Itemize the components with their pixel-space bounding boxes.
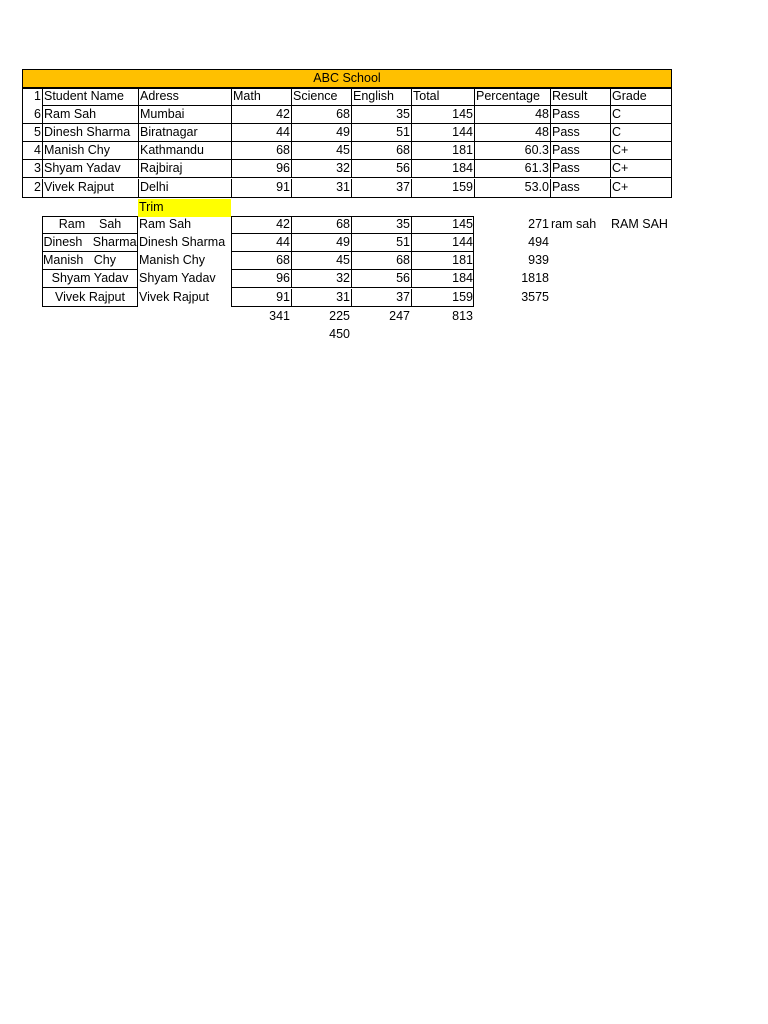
trim-science[interactable]: 45	[291, 252, 351, 270]
trim-science[interactable]: 49	[291, 234, 351, 252]
trim-label[interactable]: Trim	[138, 199, 231, 217]
science-score[interactable]: 68	[291, 106, 351, 124]
trimmed-name[interactable]: Dinesh Sharma	[139, 235, 226, 249]
english-score[interactable]: 56	[351, 160, 411, 178]
result[interactable]: Pass	[550, 142, 610, 160]
trim-math[interactable]: 44	[231, 234, 291, 252]
student-address[interactable]: Delhi	[138, 179, 231, 197]
row-index[interactable]: 2	[34, 180, 41, 194]
total-score[interactable]: 181	[411, 142, 474, 160]
raw-name[interactable]: Ram Sah	[42, 216, 138, 234]
header-result[interactable]: Result	[550, 88, 610, 106]
result[interactable]: Pass	[550, 160, 610, 178]
math-score[interactable]: 42	[231, 106, 291, 124]
trim-english[interactable]: 51	[351, 234, 411, 252]
percentage[interactable]: 48	[474, 124, 550, 142]
result[interactable]: Pass	[550, 179, 610, 197]
student-address[interactable]: Biratnagar	[138, 124, 231, 142]
trim-total[interactable]: 144	[411, 234, 474, 252]
header-math[interactable]: Math	[231, 88, 291, 106]
grade[interactable]: C+	[610, 160, 672, 178]
raw-name[interactable]: Dinesh Sharma	[42, 234, 138, 252]
trim-english[interactable]: 35	[351, 216, 411, 234]
trim-math[interactable]: 68	[231, 252, 291, 270]
student-address[interactable]: Kathmandu	[138, 142, 231, 160]
total-sum[interactable]: 813	[452, 309, 473, 323]
grade[interactable]: C	[610, 106, 672, 124]
math-sum[interactable]: 341	[269, 309, 290, 323]
header-address[interactable]: Adress	[138, 88, 231, 106]
trimmed-name[interactable]: Ram Sah	[139, 217, 192, 231]
trim-math[interactable]: 91	[276, 290, 290, 304]
header-grade[interactable]: Grade	[610, 88, 672, 106]
science-sum[interactable]: 225	[329, 309, 350, 323]
grade[interactable]: C	[610, 124, 672, 142]
header-science[interactable]: Science	[291, 88, 351, 106]
trimmed-name[interactable]: Shyam Yadav	[139, 271, 216, 285]
header-student-name[interactable]: Student Name	[42, 88, 138, 106]
trim-math[interactable]: 96	[231, 270, 291, 288]
grade[interactable]: C+	[610, 142, 672, 160]
student-name[interactable]: Manish Chy	[42, 142, 138, 160]
result[interactable]: Pass	[550, 124, 610, 142]
percentage[interactable]: 61.3	[474, 160, 550, 178]
english-score[interactable]: 37	[351, 179, 411, 197]
total-score[interactable]: 145	[411, 106, 474, 124]
school-title: ABC School	[22, 69, 672, 88]
percentage[interactable]: 53.0	[474, 179, 550, 197]
science-score[interactable]: 49	[291, 124, 351, 142]
lower-case-name[interactable]: ram sah	[551, 217, 597, 231]
upper-case-name[interactable]: RAM SAH	[611, 217, 668, 231]
trim-extra-value[interactable]: 3575	[521, 290, 549, 304]
trim-total[interactable]: 145	[411, 216, 474, 234]
result[interactable]: Pass	[550, 106, 610, 124]
english-score[interactable]: 35	[351, 106, 411, 124]
trimmed-name[interactable]: Vivek Rajput	[139, 290, 209, 304]
trim-english[interactable]: 37	[351, 289, 411, 307]
row-index[interactable]: 5	[22, 124, 42, 142]
raw-name[interactable]: Manish Chy	[42, 252, 138, 270]
trimmed-name[interactable]: Manish Chy	[139, 253, 205, 267]
trim-english[interactable]: 56	[351, 270, 411, 288]
trim-science[interactable]: 31	[291, 289, 351, 307]
raw-name[interactable]: Vivek Rajput	[55, 290, 125, 304]
student-name[interactable]: Dinesh Sharma	[42, 124, 138, 142]
student-address[interactable]: Mumbai	[138, 106, 231, 124]
header-english[interactable]: English	[351, 88, 411, 106]
trim-total[interactable]: 181	[411, 252, 474, 270]
trim-extra-value[interactable]: 939	[528, 253, 549, 267]
trim-total[interactable]: 184	[411, 270, 474, 288]
english-score[interactable]: 68	[351, 142, 411, 160]
trim-science[interactable]: 68	[291, 216, 351, 234]
trim-extra-value[interactable]: 494	[528, 235, 549, 249]
student-name[interactable]: Vivek Rajput	[42, 179, 138, 197]
math-score[interactable]: 68	[231, 142, 291, 160]
trim-math[interactable]: 42	[231, 216, 291, 234]
grade[interactable]: C+	[610, 179, 672, 197]
trim-extra-value[interactable]: 1818	[521, 271, 549, 285]
student-name[interactable]: Ram Sah	[42, 106, 138, 124]
math-score[interactable]: 96	[231, 160, 291, 178]
raw-name[interactable]: Shyam Yadav	[42, 270, 138, 288]
total-score[interactable]: 159	[411, 179, 474, 197]
extra-sum[interactable]: 450	[329, 327, 350, 341]
row-index[interactable]: 4	[22, 142, 42, 160]
math-score[interactable]: 44	[231, 124, 291, 142]
science-score[interactable]: 32	[291, 160, 351, 178]
trim-extra-value[interactable]: 271	[528, 217, 549, 231]
science-score[interactable]: 45	[291, 142, 351, 160]
percentage[interactable]: 60.3	[474, 142, 550, 160]
trim-science[interactable]: 32	[291, 270, 351, 288]
header-index[interactable]: 1	[34, 89, 41, 103]
row-index[interactable]: 3	[22, 160, 42, 178]
english-sum[interactable]: 247	[389, 309, 410, 323]
trim-total[interactable]: 159	[411, 289, 474, 307]
row-index[interactable]: 6	[22, 106, 42, 124]
student-address[interactable]: Rajbiraj	[138, 160, 231, 178]
total-score[interactable]: 144	[411, 124, 474, 142]
english-score[interactable]: 51	[351, 124, 411, 142]
percentage[interactable]: 48	[474, 106, 550, 124]
math-score[interactable]: 91	[231, 179, 291, 197]
student-name[interactable]: Shyam Yadav	[42, 160, 138, 178]
science-score[interactable]: 31	[291, 179, 351, 197]
header-percentage[interactable]: Percentage	[474, 88, 550, 106]
header-total[interactable]: Total	[411, 88, 474, 106]
trim-english[interactable]: 68	[351, 252, 411, 270]
total-score[interactable]: 184	[411, 160, 474, 178]
